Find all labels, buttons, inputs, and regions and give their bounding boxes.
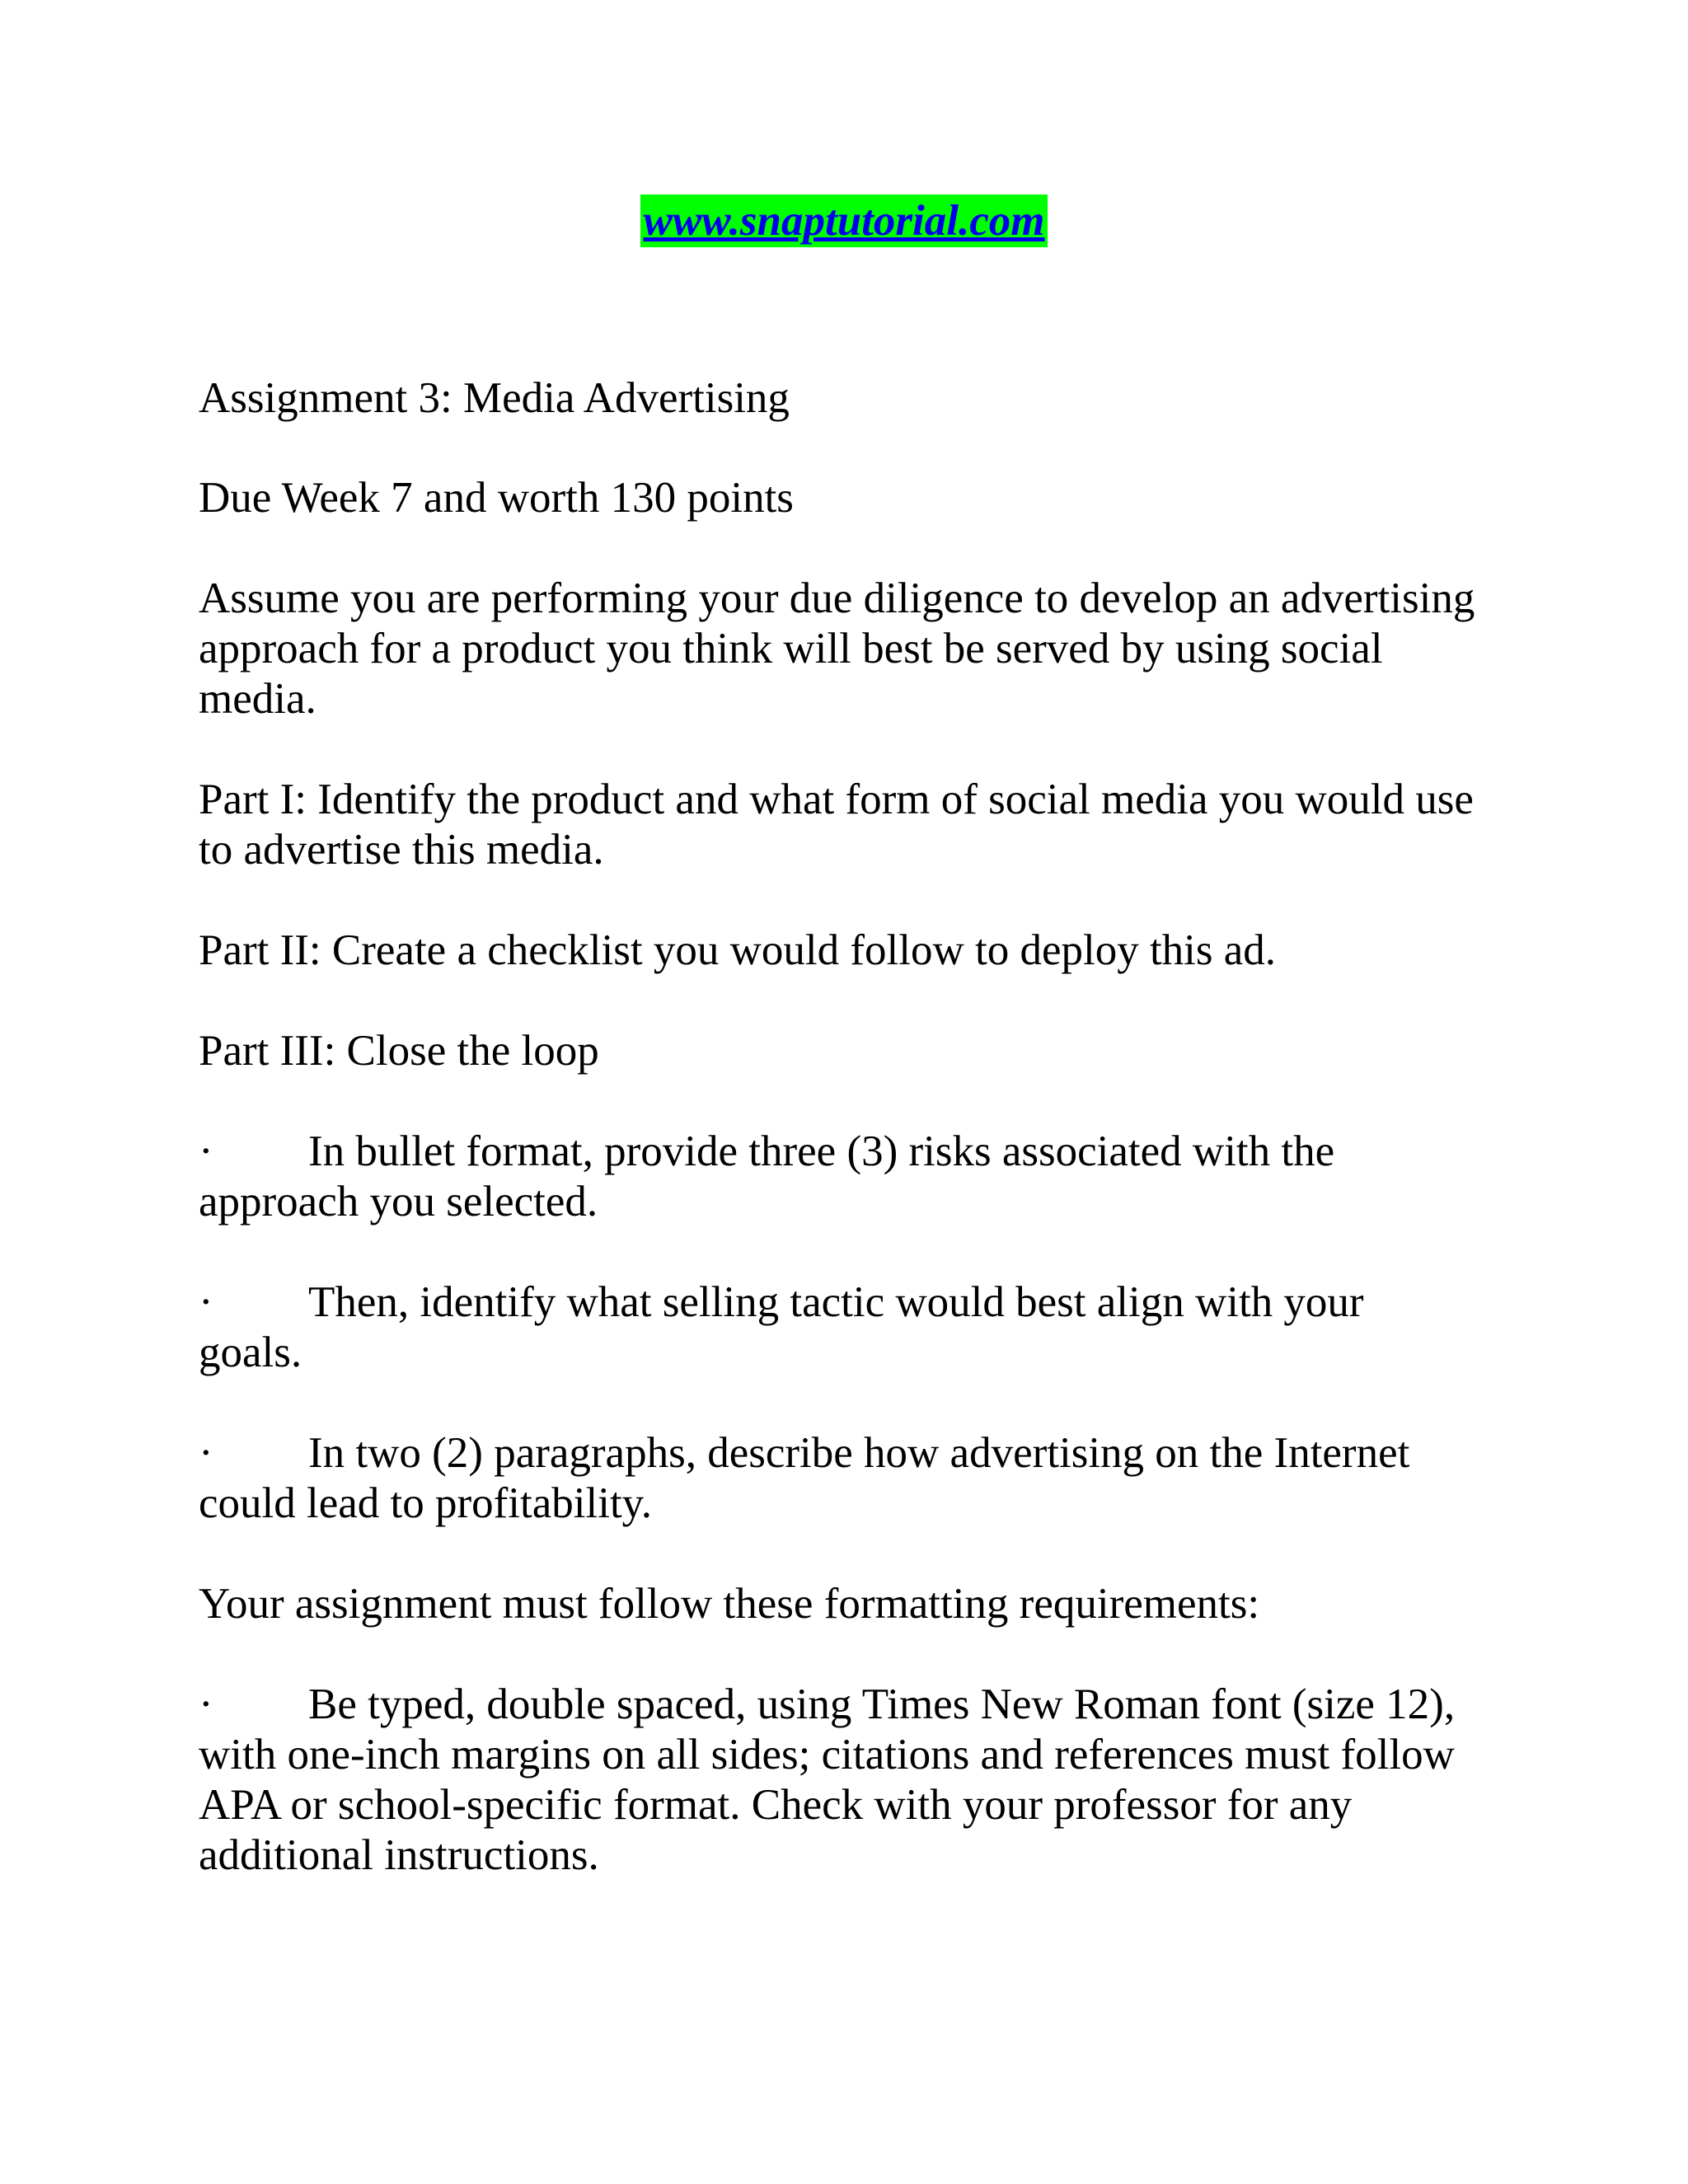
part1-line: to advertise this media. [199, 826, 604, 874]
format-heading-line: Your assignment must follow these formatting requirements: [199, 1580, 1260, 1628]
bullet-continuation: APA or school-specific format. Check with your professor for any [199, 1781, 1353, 1829]
bullet-symbol: · [199, 1680, 213, 1728]
website-link[interactable]: www.snaptutorial.com [640, 194, 1048, 247]
part3-line: Part III: Close the loop [199, 1027, 599, 1075]
bullet-text: Then, identify what selling tactic would best align with your [308, 1278, 1364, 1326]
part2-line: Part II: Create a checklist you would follow to deploy this ad. [199, 926, 1277, 974]
title-line: Assignment 3: Media Advertising [199, 374, 790, 422]
intro-paragraph [199, 574, 1501, 724]
due-info [199, 473, 1501, 523]
assignment-title [199, 373, 1501, 424]
bullet-text: In bullet format, provide three (3) risks associated with the [308, 1127, 1335, 1175]
bullet-continuation: with one-inch margins on all sides; citations and references must follow [199, 1731, 1455, 1779]
bullet-text: Be typed, double spaced, using Times New Roman font (size 12), [308, 1680, 1456, 1728]
bullet-item [199, 1127, 1501, 1227]
bullet-item [199, 1277, 1501, 1378]
bullet-symbol: · [199, 1429, 213, 1477]
part1-line: Part I: Identify the product and what form of social media you would use [199, 776, 1474, 823]
bullet-symbol: · [199, 1127, 213, 1175]
part3-paragraph [199, 1026, 1501, 1076]
bullet-item [199, 1428, 1501, 1529]
header-link-container [0, 194, 1688, 247]
part2-paragraph [199, 926, 1501, 976]
bullet-continuation: approach you selected. [199, 1178, 598, 1226]
intro-line: approach for a product you think will best be served by using social [199, 625, 1383, 673]
bullet-continuation: additional instructions. [199, 1831, 599, 1879]
bullet-continuation: goals. [199, 1329, 302, 1376]
bullet-text: In two (2) paragraphs, describe how advertising on the Internet [308, 1429, 1410, 1477]
part1-paragraph [199, 775, 1501, 875]
format-heading [199, 1579, 1501, 1629]
due-line: Due Week 7 and worth 130 points [199, 474, 794, 522]
intro-line: Assume you are performing your due diligence to develop an advertising [199, 574, 1475, 622]
bullet-continuation: could lead to profitability. [199, 1479, 652, 1527]
format-bullet [199, 1680, 1501, 1881]
intro-line: media. [199, 675, 316, 723]
bullet-symbol: · [199, 1278, 213, 1326]
